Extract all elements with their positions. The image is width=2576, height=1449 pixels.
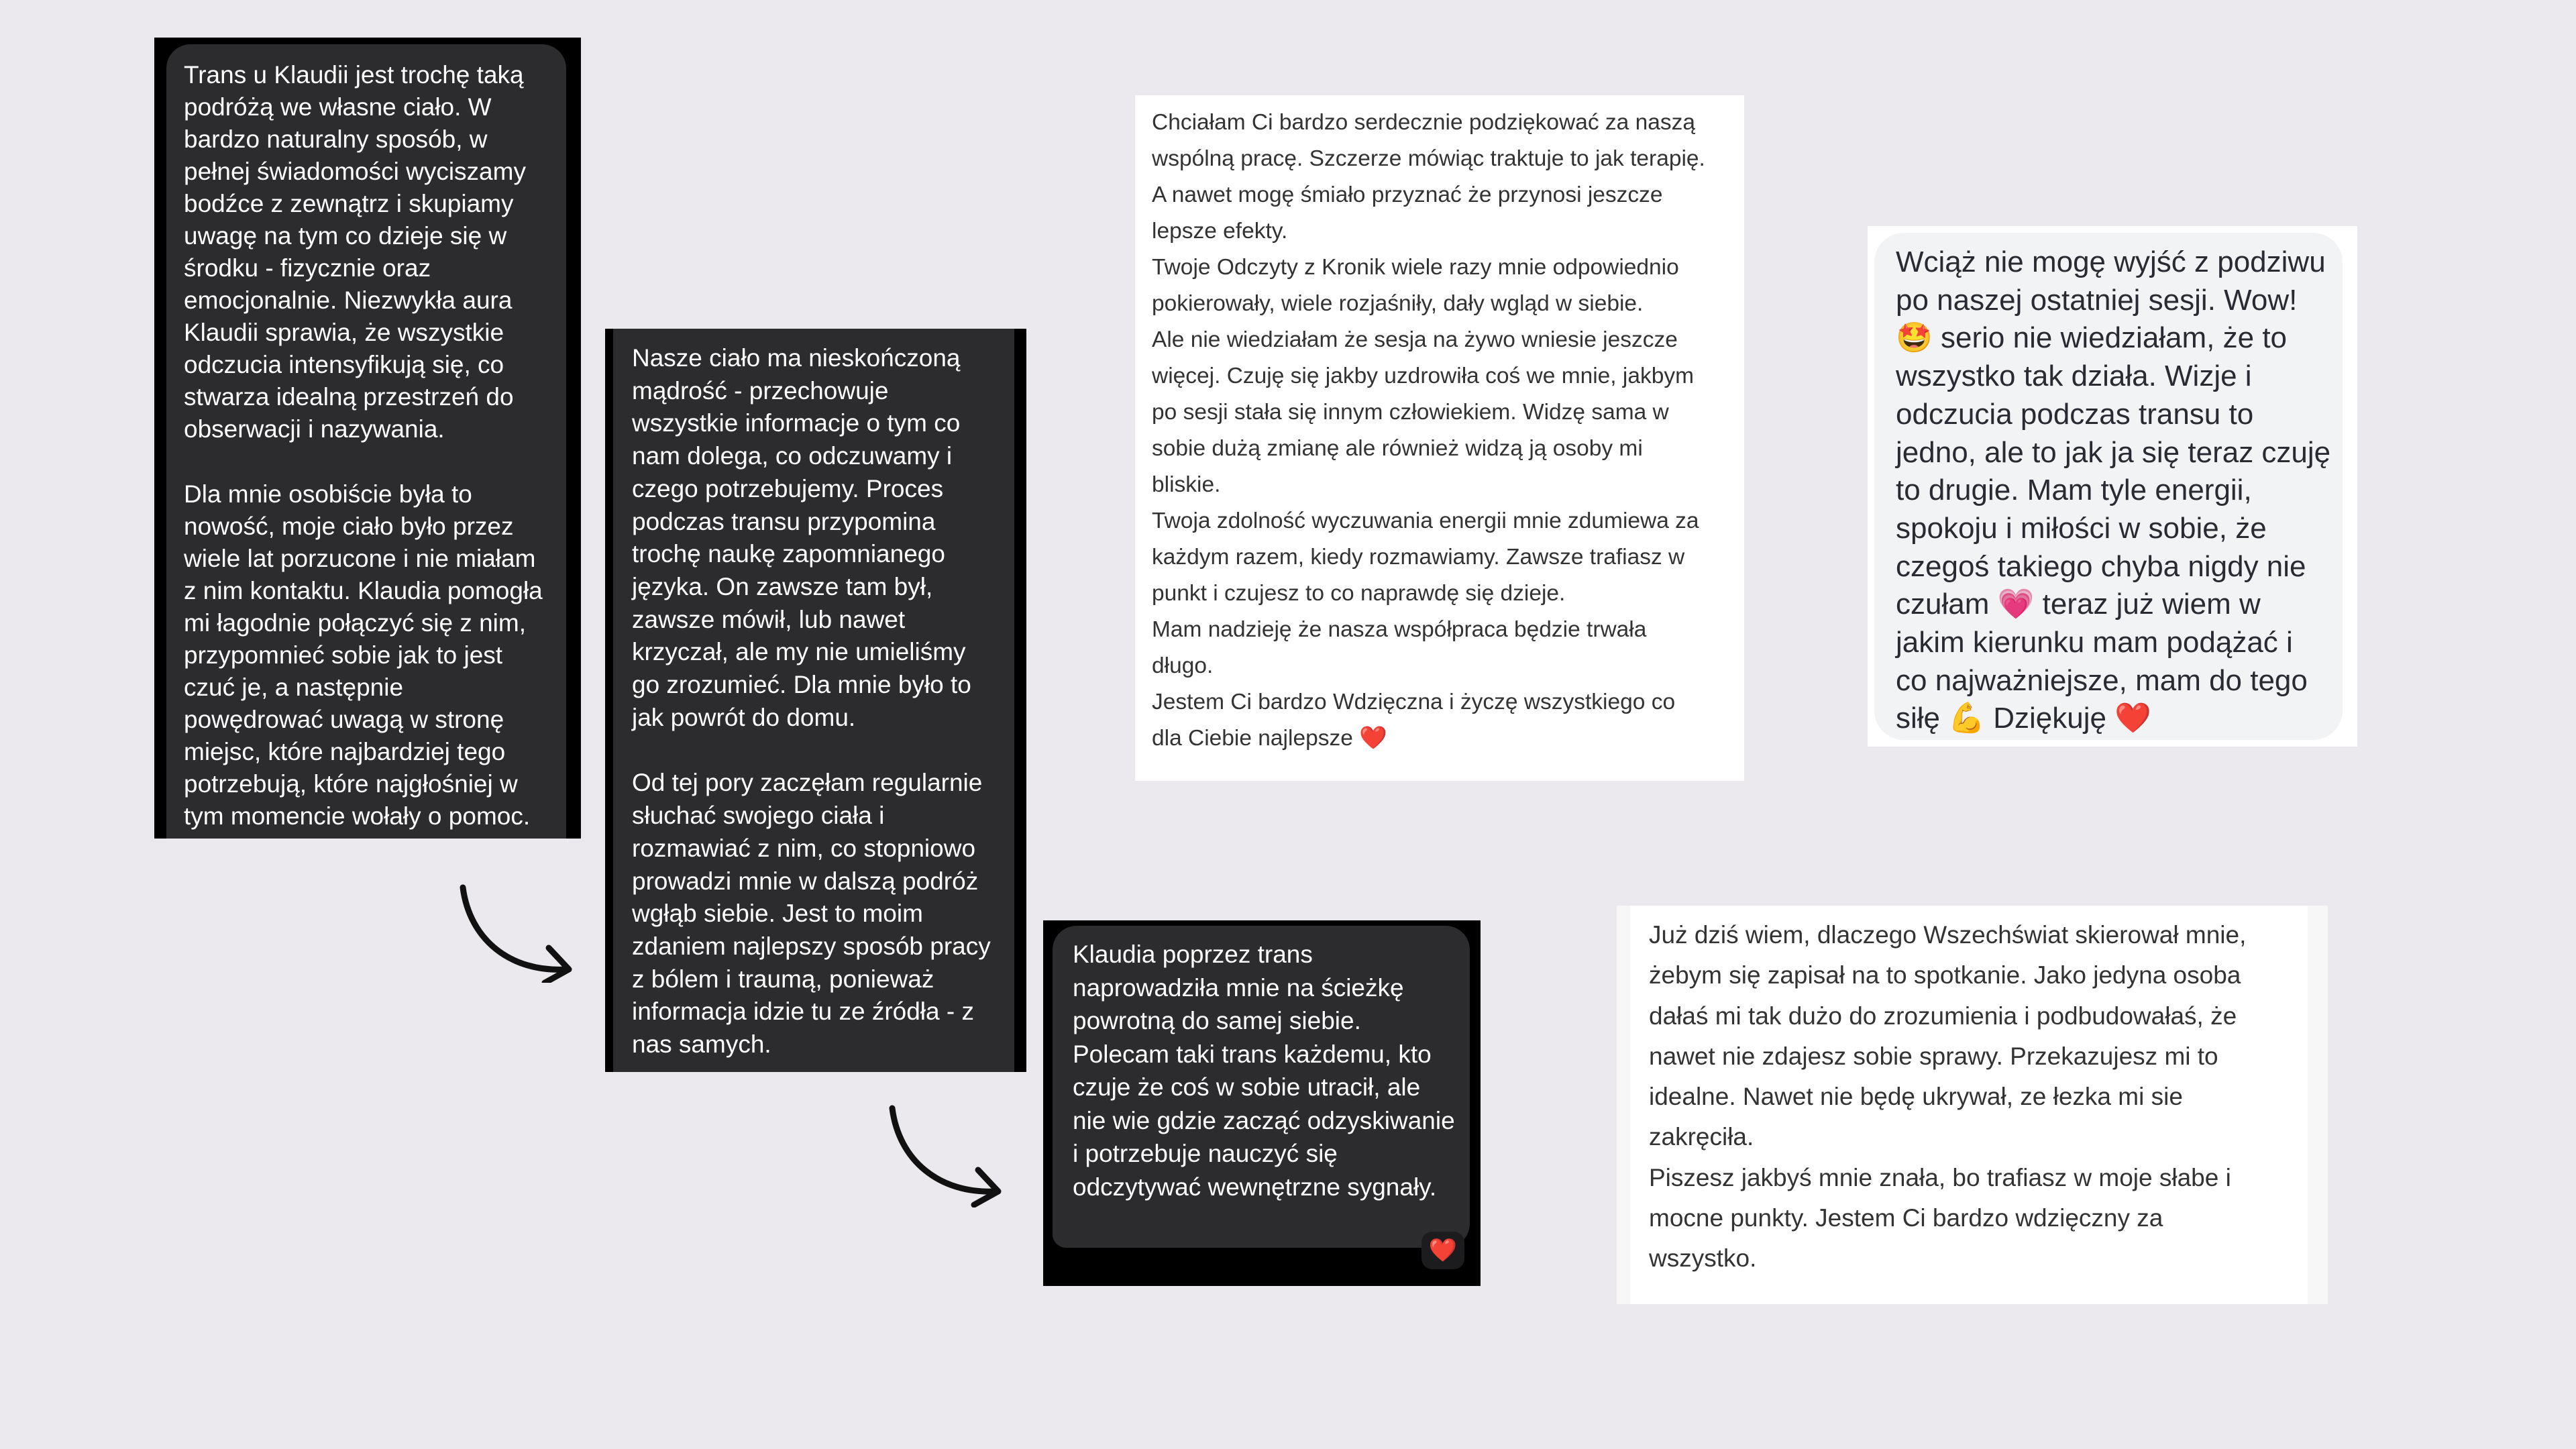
message-line: nawet nie zdajesz sobie sprawy. Przekazujesz mi to (1649, 1042, 2218, 1070)
message-line: czułam 💗 teraz już wiem w (1896, 588, 2261, 621)
message-paragraph: Dla mnie osobiście była to nowość, moje ciało było przez wiele lat porzucone i nie miałam z nim kontaktu. Klaudia pomogła mi łagodnie połączyć się z nim, przypomnieć sobie jak to jest czuć je, a następnie powędrować uwagą w stronę miejsc, które najbardziej tego potrzebują, które najgłośniej w tym momencie wołały o pomoc. (184, 480, 550, 830)
message-paragraph: Nasze ciało ma nieskończoną mądrość - przechowuje wszystkie informacje o tym co nam dolega, co odczuwamy i czego potrzebujemy. Proces podczas transu przypomina trochę naukę zapomnianego języka. On zawsze tam był, zawsze mówił, lub nawet krzyczał, ale my nie umieliśmy go zrozumieć. Dla mnie było to jak powrót do domu. (632, 344, 979, 731)
message-line: Wciąż nie mogę wyjść z podziwu (1896, 246, 2326, 278)
message-line: siłę 💪 Dziękuję ❤️ (1896, 702, 2152, 735)
message-line: sobie dużą zmianę ale również widzą ją osoby mi (1152, 436, 1643, 461)
message-line: idealne. Nawet nie będę ukrywał, ze łezka mi sie (1649, 1083, 2183, 1111)
message-line: więcej. Czuję się jakby uzdrowiła coś we mnie, jakbym (1152, 364, 1695, 388)
message-bubble-3 (1053, 926, 1470, 1248)
message-line: Ale nie wiedziałam że sesja na żywo wniesie jeszcze (1152, 327, 1678, 352)
message-line: co najważniejsze, mam do tego (1896, 663, 2308, 697)
message-paragraph: Trans u Klaudii jest trochę taką podróżą we własne ciało. W bardzo naturalny sposób, w pełnej świadomości wyciszamy bodźce z zewnątrz i skupiamy uwagę na tym co dzieje się w środku - fizycznie oraz emocjonalnie. Niezwykła aura Klaudii sprawia, że wszystkie odczucia intensyfikują się, co stwarza idealną przestrzeń do obserwacji i nazywania. (184, 61, 533, 443)
message-line: Twoja zdolność wyczuwania energii mnie zdumiewa za (1152, 508, 1699, 533)
message-line: wszystko tak działa. Wizje i (1896, 360, 2252, 393)
message-line: po sesji stała się innym człowiekiem. Widzę sama w (1152, 400, 1669, 425)
message-bubble-2 (613, 329, 1014, 1072)
testimonial-card-3 (1043, 920, 1481, 1286)
message-line: mocne punkty. Jestem Ci bardzo wdzięczny za (1649, 1204, 2163, 1232)
message-paragraph: Klaudia poprzez trans naprowadziła mnie na ścieżkę powrotną do samej siebie. Polecam taki trans każdemu, kto czuje że coś w sobie utracił, ale nie wie gdzie zacząć odzyskiwanie i potrzebuje nauczyć się odczytywać wewnętrzne sygnały. (1073, 941, 1462, 1201)
message-line: A nawet mogę śmiało przyznać że przynosi jeszcze (1152, 182, 1663, 207)
message-bubble-5 (1874, 233, 2343, 740)
message-line: spokoju i miłości w sobie, że (1896, 511, 2267, 545)
heart-reaction-icon[interactable]: ❤️ (1421, 1232, 1464, 1269)
message-line: 🤩 serio nie wiedziałam, że to (1896, 321, 2288, 355)
message-line: Piszesz jakbyś mnie znała, bo trafiasz w moje słabe i (1649, 1163, 2231, 1191)
message-line: wspólną pracę. Szczerze mówiąc traktuje to jak terapię. (1152, 146, 1705, 171)
message-line: Chciałam Ci bardzo serdecznie podziękować za naszą (1152, 110, 1695, 135)
message-line: Twoje Odczyty z Kronik wiele razy mnie odpowiednio (1152, 255, 1679, 280)
message-line: bliskie. (1152, 472, 1221, 497)
message-line: Mam nadzieję że nasza współpraca będzie trwała (1152, 617, 1647, 642)
message-line: punkt i czujesz to co naprawdę się dzieje. (1152, 581, 1566, 606)
message-paragraph: Od tej pory zaczęłam regularnie słuchać swojego ciała i rozmawiać z nim, co stopniowo prowadzi mnie w dalszą podróż wgłąb siebie. Jest to moim zdaniem najlepszy sposób pracy z bólem i traumą, ponieważ informacja idzie tu ze źródła - z nas samych. (632, 769, 998, 1059)
message-line: dałaś mi tak dużo do zrozumienia i podbudowałaś, że (1649, 1002, 2237, 1030)
message-body-6 (1630, 906, 2308, 1304)
testimonial-card-2 (605, 329, 1026, 1072)
testimonial-card-6 (1617, 906, 2328, 1304)
message-line: dla Ciebie najlepsze ❤️ (1152, 726, 1387, 751)
message-line: Jestem Ci bardzo Wdzięczna i życzę wszystkiego co (1152, 690, 1676, 714)
message-line: pokierowały, wiele rozjaśniły, dały wgląd w siebie. (1152, 291, 1644, 316)
message-line: żebym się zapisał na to spotkanie. Jako jedyna osoba (1649, 961, 2241, 989)
testimonial-card-4 (1135, 95, 1744, 781)
testimonial-card-1 (154, 38, 581, 839)
message-line: zakręciła. (1649, 1123, 1754, 1151)
message-line: długo. (1152, 653, 1214, 678)
message-line: odczucia podczas transu to (1896, 397, 2254, 431)
curved-arrow-icon (879, 1100, 1013, 1208)
message-line: czegoś takiego chyba nigdy nie (1896, 549, 2306, 583)
testimonial-card-5 (1868, 226, 2357, 747)
curved-arrow-icon (449, 875, 584, 983)
message-bubble-1 (166, 44, 566, 839)
message-line: to drugie. Mam tyle energii, (1896, 474, 2252, 507)
message-line: lepsze efekty. (1152, 219, 1288, 244)
message-line: po naszej ostatniej sesji. Wow! (1896, 283, 2298, 317)
message-line: wszystko. (1649, 1244, 1757, 1273)
message-line: jakim kierunku mam podążać i (1896, 626, 2293, 659)
message-line: jedno, ale to jak ja się teraz czuję (1896, 435, 2331, 469)
message-line: każdym razem, kiedy rozmawiamy. Zawsze trafiasz w (1152, 545, 1685, 570)
message-line: Już dziś wiem, dlaczego Wszechświat skierował mnie, (1649, 921, 2247, 949)
